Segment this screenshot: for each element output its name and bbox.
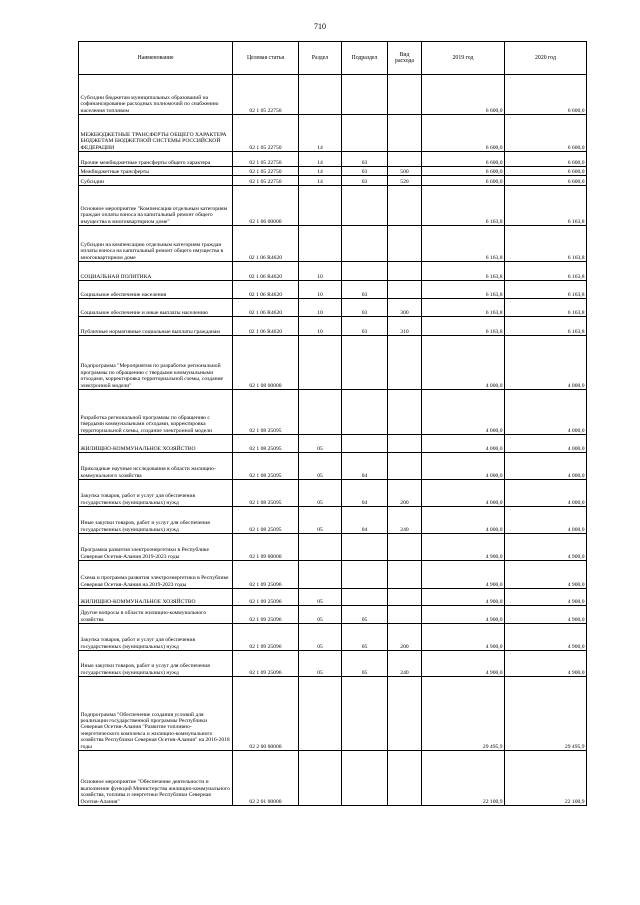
table-row — [79, 176, 587, 186]
table-row — [79, 561, 587, 589]
row-expense-type: 310 — [388, 317, 422, 336]
row-subsection — [342, 115, 388, 152]
row-target-code: 02 1 05 22750 — [233, 115, 299, 152]
row-target-code: 02 1 06 R4620 — [233, 317, 299, 336]
row-expense-type — [388, 677, 422, 751]
row-amount-2020: 4 900,0 — [505, 624, 587, 651]
table-header-row — [79, 42, 587, 75]
table-row — [79, 606, 587, 624]
row-name: Субсидии на компенсацию отдельным категориям граждан оплаты взноса на капитальный ремонт общего имущества в многоквартирном доме — [79, 226, 233, 262]
row-amount-2020: 22 100,9 — [505, 751, 587, 806]
row-amount-2019: 6 600,0 — [422, 176, 505, 186]
row-expense-type — [388, 435, 422, 453]
table-row — [79, 507, 587, 534]
row-section: 14 — [299, 115, 342, 152]
row-subsection — [342, 186, 388, 226]
row-target-code: 02 1 08 25095 — [233, 480, 299, 507]
row-expense-type: 200 — [388, 624, 422, 651]
row-name: Закупка товаров, работ и услуг для обеспечения государственных (муниципальных) нужд — [79, 480, 233, 507]
table-row — [79, 167, 587, 176]
row-amount-2019: 6 163,8 — [422, 299, 505, 317]
row-amount-2020: 6 163,8 — [505, 317, 587, 336]
row-expense-type — [388, 75, 422, 115]
row-section: 14 — [299, 152, 342, 167]
row-subsection — [342, 589, 388, 606]
row-target-code: 02 1 08 25095 — [233, 435, 299, 453]
row-amount-2019: 6 600,0 — [422, 152, 505, 167]
row-target-code: 02 1 08 25095 — [233, 453, 299, 480]
row-section — [299, 186, 342, 226]
row-target-code: 02 1 06 R4620 — [233, 281, 299, 299]
row-expense-type — [388, 262, 422, 281]
row-target-code: 02 1 05 22750 — [233, 167, 299, 176]
table-row — [79, 651, 587, 677]
header-2019: 2019 год — [422, 42, 505, 75]
table-row — [79, 435, 587, 453]
row-amount-2019: 4 000,0 — [422, 390, 505, 435]
row-name: СОЦИАЛЬНАЯ ПОЛИТИКА — [79, 262, 233, 281]
row-amount-2020: 6 163,8 — [505, 226, 587, 262]
row-section: 14 — [299, 167, 342, 176]
row-amount-2020: 6 163,8 — [505, 262, 587, 281]
table-row — [79, 262, 587, 281]
row-amount-2020: 4 900,0 — [505, 534, 587, 561]
row-amount-2020: 4 000,0 — [505, 453, 587, 480]
row-amount-2019: 4 900,0 — [422, 589, 505, 606]
row-target-code: 02 1 09 25096 — [233, 589, 299, 606]
table-row — [79, 75, 587, 115]
row-amount-2020: 6 600,0 — [505, 152, 587, 167]
row-amount-2020: 6 600,0 — [505, 176, 587, 186]
row-amount-2019: 6 163,8 — [422, 262, 505, 281]
row-target-code: 02 1 09 25096 — [233, 606, 299, 624]
row-expense-type — [388, 336, 422, 390]
table-row — [79, 299, 587, 317]
table-row — [79, 115, 587, 152]
row-subsection — [342, 751, 388, 806]
row-name: Иные закупки товаров, работ и услуг для обеспечения государственных (муниципальных) нужд — [79, 507, 233, 534]
row-target-code: 02 1 05 22750 — [233, 75, 299, 115]
table-row — [79, 317, 587, 336]
row-amount-2019: 4 900,0 — [422, 561, 505, 589]
table-row — [79, 226, 587, 262]
row-section — [299, 561, 342, 589]
row-name: МЕЖБЮДЖЕТНЫЕ ТРАНСФЕРТЫ ОБЩЕГО ХАРАКТЕРА БЮДЖЕТАМ БЮДЖЕТНОЙ СИСТЕМЫ РОССИЙСКОЙ ФЕДЕРАЦИИ — [79, 115, 233, 152]
table-row — [79, 589, 587, 606]
row-name: Публичные нормативные социальные выплаты гражданам — [79, 317, 233, 336]
row-section — [299, 534, 342, 561]
row-expense-type — [388, 453, 422, 480]
row-section: 10 — [299, 317, 342, 336]
row-target-code: 02 1 08 25095 — [233, 390, 299, 435]
row-section: 05 — [299, 435, 342, 453]
row-amount-2019: 6 163,8 — [422, 317, 505, 336]
row-target-code: 02 1 09 25096 — [233, 651, 299, 677]
row-section: 05 — [299, 651, 342, 677]
row-amount-2019: 4 000,0 — [422, 435, 505, 453]
row-amount-2019: 6 163,8 — [422, 281, 505, 299]
row-name: Другие вопросы в области жилищно-коммунального хозяйства — [79, 606, 233, 624]
row-name: Схема и программа развития электроэнергетики в Республике Северная Осетия-Алания на 2019-2023 годы — [79, 561, 233, 589]
row-amount-2020: 4 900,0 — [505, 589, 587, 606]
table-row — [79, 677, 587, 751]
row-target-code: 02 1 06 R4620 — [233, 262, 299, 281]
header-expense-type: Вид расхода — [388, 42, 422, 75]
row-expense-type: 300 — [388, 299, 422, 317]
row-expense-type: 240 — [388, 651, 422, 677]
row-name: Основное мероприятие "Обеспечение деятельности и выполнение функций Министерства жилищно-коммунального хозяйства, топлива и энергетики Республики Северная Осетия-Алания" — [79, 751, 233, 806]
row-amount-2019: 6 163,8 — [422, 186, 505, 226]
row-name: Закупка товаров, работ и услуг для обеспечения государственных (муниципальных) нужд — [79, 624, 233, 651]
row-target-code: 02 1 05 22750 — [233, 152, 299, 167]
header-target: Целевая статья — [233, 42, 299, 75]
table-row — [79, 751, 587, 806]
row-amount-2020: 6 600,0 — [505, 75, 587, 115]
row-name: Иные закупки товаров, работ и услуг для обеспечения государственных (муниципальных) нужд — [79, 651, 233, 677]
row-subsection: 03 — [342, 281, 388, 299]
table-row — [79, 186, 587, 226]
row-section — [299, 751, 342, 806]
row-section — [299, 677, 342, 751]
row-expense-type: 500 — [388, 167, 422, 176]
row-section — [299, 336, 342, 390]
row-section: 14 — [299, 176, 342, 186]
table-row — [79, 390, 587, 435]
row-amount-2019: 4 900,0 — [422, 606, 505, 624]
row-subsection: 05 — [342, 624, 388, 651]
row-amount-2019: 6 163,8 — [422, 226, 505, 262]
row-target-code: 02 1 08 00000 — [233, 336, 299, 390]
row-name: ЖИЛИЩНО-КОММУНАЛЬНОЕ ХОЗЯЙСТВО — [79, 589, 233, 606]
row-target-code: 02 1 06 R4620 — [233, 226, 299, 262]
row-subsection — [342, 75, 388, 115]
row-expense-type: 200 — [388, 480, 422, 507]
row-name: Субсидии бюджетам муниципальных образований на софинансирование расходных полномочий по снабжению населения топливом — [79, 75, 233, 115]
row-target-code: 02 1 09 25096 — [233, 624, 299, 651]
row-subsection — [342, 262, 388, 281]
row-name: Прикладные научные исследования в области жилищно-коммунального хозяйства — [79, 453, 233, 480]
row-amount-2020: 4 000,0 — [505, 336, 587, 390]
row-amount-2020: 4 900,0 — [505, 561, 587, 589]
row-name: ЖИЛИЩНО-КОММУНАЛЬНОЕ ХОЗЯЙСТВО — [79, 435, 233, 453]
row-section — [299, 390, 342, 435]
row-expense-type — [388, 606, 422, 624]
row-amount-2020: 4 000,0 — [505, 435, 587, 453]
row-section: 05 — [299, 606, 342, 624]
row-subsection: 03 — [342, 299, 388, 317]
table-row — [79, 480, 587, 507]
table-row — [79, 624, 587, 651]
row-name: Субсидии — [79, 176, 233, 186]
row-amount-2020: 4 000,0 — [505, 480, 587, 507]
row-expense-type — [388, 226, 422, 262]
row-amount-2020: 6 163,8 — [505, 281, 587, 299]
row-expense-type — [388, 534, 422, 561]
row-target-code: 02 2 01 00000 — [233, 751, 299, 806]
row-amount-2020: 6 163,8 — [505, 186, 587, 226]
row-name: Межбюджетные трансферты — [79, 167, 233, 176]
row-subsection — [342, 677, 388, 751]
row-amount-2019: 4 000,0 — [422, 507, 505, 534]
row-amount-2019: 6 600,0 — [422, 75, 505, 115]
row-target-code: 02 2 00 00000 — [233, 677, 299, 751]
row-subsection — [342, 435, 388, 453]
row-subsection — [342, 390, 388, 435]
row-section: 10 — [299, 262, 342, 281]
header-section: Раздел — [299, 42, 342, 75]
header-2020: 2020 год — [505, 42, 587, 75]
row-target-code: 02 1 05 22750 — [233, 176, 299, 186]
row-expense-type — [388, 561, 422, 589]
row-target-code: 02 1 09 00000 — [233, 534, 299, 561]
row-subsection — [342, 534, 388, 561]
row-expense-type: 240 — [388, 507, 422, 534]
row-section — [299, 75, 342, 115]
row-section: 05 — [299, 480, 342, 507]
row-section — [299, 226, 342, 262]
header-name: Наименование — [79, 42, 233, 75]
row-subsection: 05 — [342, 651, 388, 677]
row-amount-2019: 4 900,0 — [422, 651, 505, 677]
row-name: Разработка региональной программы по обращению с твердыми коммунальными отходами, корректировка территориальной схемы, создание электронной модели — [79, 390, 233, 435]
row-expense-type — [388, 281, 422, 299]
row-amount-2019: 22 100,9 — [422, 751, 505, 806]
row-subsection: 05 — [342, 606, 388, 624]
row-amount-2019: 6 600,0 — [422, 167, 505, 176]
row-name: Программа развития электроэнергетики в Республике Северная Осетия-Алания 2019-2023 годы — [79, 534, 233, 561]
row-amount-2020: 4 900,0 — [505, 651, 587, 677]
row-subsection: 03 — [342, 317, 388, 336]
row-subsection: 03 — [342, 152, 388, 167]
table-row — [79, 336, 587, 390]
row-subsection — [342, 336, 388, 390]
row-target-code: 02 1 06 R4620 — [233, 299, 299, 317]
row-amount-2019: 4 900,0 — [422, 624, 505, 651]
table-row — [79, 152, 587, 167]
row-amount-2020: 4 000,0 — [505, 507, 587, 534]
row-expense-type — [388, 589, 422, 606]
row-section: 05 — [299, 589, 342, 606]
row-subsection: 03 — [342, 176, 388, 186]
row-expense-type — [388, 751, 422, 806]
row-name: Социальное обеспечение населения — [79, 281, 233, 299]
row-amount-2020: 4 000,0 — [505, 390, 587, 435]
table-row — [79, 534, 587, 561]
row-name: Подпрограмма "Обеспечение создания условий для реализации государственной программы Республики Северная Осетия-Алания "Развитие топливно-энергетического комплекса и жилищно-коммунального хозяйства Республики Северная Осетия-Алания" на 2016-2018 годы — [79, 677, 233, 751]
row-section: 10 — [299, 281, 342, 299]
row-name: Прочие межбюджетные трансферты общего характера — [79, 152, 233, 167]
row-amount-2019: 4 000,0 — [422, 336, 505, 390]
row-amount-2020: 6 600,0 — [505, 167, 587, 176]
row-subsection: 04 — [342, 453, 388, 480]
row-amount-2020: 29 495,9 — [505, 677, 587, 751]
row-expense-type — [388, 390, 422, 435]
row-subsection — [342, 226, 388, 262]
table-row — [79, 453, 587, 480]
row-subsection: 03 — [342, 167, 388, 176]
budget-table — [78, 41, 587, 806]
row-name: Социальное обеспечение и иные выплаты населению — [79, 299, 233, 317]
row-target-code: 02 1 09 25096 — [233, 561, 299, 589]
row-name: Основное мероприятие "Компенсация отдельным категориям граждан оплаты взноса на капитальный ремонт общего имущества в многоквартирном доме" — [79, 186, 233, 226]
row-amount-2019: 4 900,0 — [422, 534, 505, 561]
row-target-code: 02 1 08 25095 — [233, 507, 299, 534]
row-subsection: 04 — [342, 480, 388, 507]
header-subsection: Подраздел — [342, 42, 388, 75]
row-section: 05 — [299, 507, 342, 534]
row-expense-type — [388, 115, 422, 152]
table-body — [79, 75, 587, 806]
row-section: 05 — [299, 453, 342, 480]
row-subsection — [342, 561, 388, 589]
row-amount-2019: 6 600,0 — [422, 115, 505, 152]
row-section: 10 — [299, 299, 342, 317]
row-amount-2020: 6 600,0 — [505, 115, 587, 152]
row-amount-2020: 4 900,0 — [505, 606, 587, 624]
row-expense-type — [388, 152, 422, 167]
row-amount-2019: 4 000,0 — [422, 453, 505, 480]
row-expense-type — [388, 186, 422, 226]
row-subsection: 04 — [342, 507, 388, 534]
row-section: 05 — [299, 624, 342, 651]
table-row — [79, 281, 587, 299]
row-amount-2019: 4 000,0 — [422, 480, 505, 507]
page-number: 710 — [314, 22, 326, 31]
row-expense-type: 520 — [388, 176, 422, 186]
row-target-code: 02 1 06 00000 — [233, 186, 299, 226]
row-name: Подпрограмма "Мероприятия по разработке региональной программы по обращению с твердыми коммунальными отходами, корректировка территориальной схемы, создание электронной модели" — [79, 336, 233, 390]
row-amount-2019: 29 495,9 — [422, 677, 505, 751]
row-amount-2020: 6 163,8 — [505, 299, 587, 317]
